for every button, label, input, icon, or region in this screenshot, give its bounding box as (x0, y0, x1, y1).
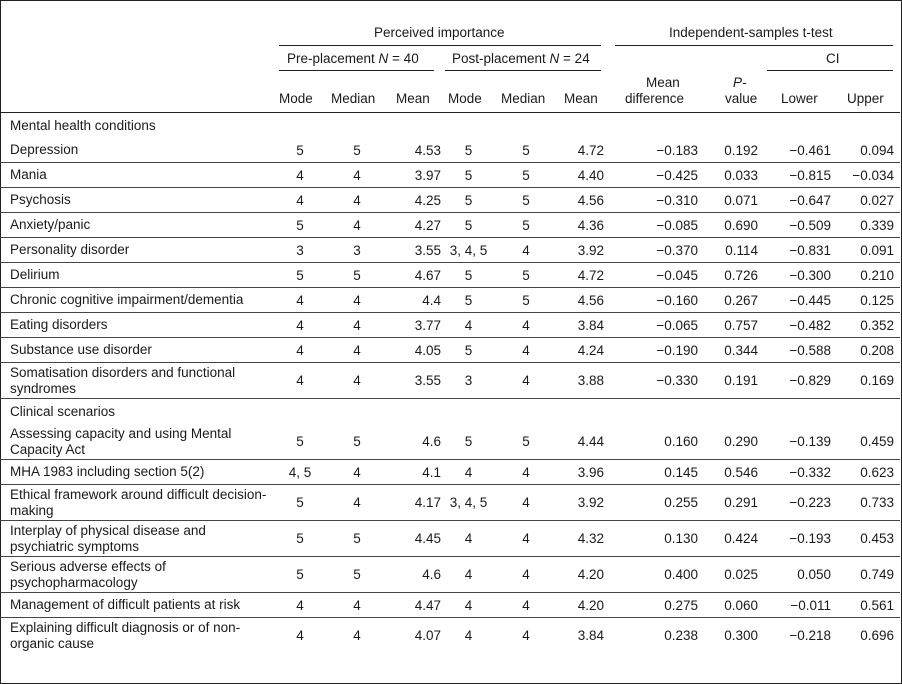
post-mode-cell: 4 (441, 460, 496, 485)
post-mean-cell: 3.88 (556, 363, 604, 399)
table-row (0, 363, 900, 399)
p-value-cell: 0.424 (698, 521, 758, 557)
post-mean-cell: 4.72 (556, 263, 604, 288)
ci-lower-cell: −0.193 (758, 521, 831, 557)
section-title: Clinical scenarios (0, 399, 900, 425)
pre-mean-cell: 4.27 (387, 213, 441, 238)
post-median-cell: 4 (496, 593, 556, 618)
post-mean-cell: 4.24 (556, 338, 604, 363)
col-post-mean: Mean (564, 91, 598, 106)
header-ttest (669, 25, 833, 40)
ci-upper-cell: 0.623 (831, 460, 900, 485)
header-ttest-text: Independent-samples t-test (669, 25, 833, 40)
ci-upper-cell: −0.034 (831, 163, 900, 188)
ci-upper-cell: 0.561 (831, 593, 900, 618)
p-value-cell: 0.025 (698, 557, 758, 593)
post-mode-cell: 5 (441, 338, 496, 363)
post-mean-cell: 4.20 (556, 557, 604, 593)
pre-mean-cell: 4.67 (387, 263, 441, 288)
post-mean-cell: 3.84 (556, 313, 604, 338)
mean-diff-cell: 0.400 (604, 557, 698, 593)
mean-diff-cell: −0.370 (604, 238, 698, 263)
pre-mode-cell: 4 (273, 338, 327, 363)
pre-placement-count: = 40 (388, 51, 419, 66)
post-median-cell: 5 (496, 163, 556, 188)
p-value-cell: 0.300 (724, 628, 758, 643)
post-mode-cell: 5 (441, 163, 496, 188)
mean-diff-cell: 0.160 (604, 424, 698, 460)
pre-median-cell: 4 (327, 593, 387, 618)
table-row (0, 521, 900, 557)
table-row (0, 288, 900, 313)
table-row (0, 238, 900, 263)
post-mode-cell: 5 (441, 188, 496, 213)
pre-median-cell: 5 (327, 424, 387, 460)
ci-lower-cell: −0.815 (758, 163, 831, 188)
post-mode-cell: 5 (441, 138, 496, 163)
table-row (0, 213, 900, 238)
p-value-cell: 0.060 (698, 593, 758, 618)
section-title: Mental health conditions (10, 117, 156, 133)
table-row (0, 485, 900, 521)
pre-median-cell: 4 (327, 485, 387, 521)
pre-median-cell: 5 (327, 263, 387, 288)
ci-lower-cell: −0.223 (758, 485, 831, 521)
post-mode-cell: 4 (441, 313, 496, 338)
pre-mode-cell: 4 (296, 628, 304, 643)
post-mode-cell: 4 (441, 593, 496, 618)
pre-mode-cell: 5 (273, 485, 327, 521)
p-value-cell: 0.291 (698, 485, 758, 521)
pre-placement-label: Pre-placement (287, 51, 379, 66)
pre-mode-cell: 4, 5 (273, 460, 327, 485)
post-mode-cell: 5 (441, 213, 496, 238)
pre-mode-cell: 3 (273, 238, 327, 263)
post-mean-cell: 4.44 (556, 424, 604, 460)
header-post-placement (452, 51, 590, 66)
row-label: Somatisation disorders and functional syndromes (0, 363, 273, 399)
ci-lower-cell: −0.445 (758, 288, 831, 313)
pre-median-cell: 4 (353, 628, 361, 643)
header-rule-ttest (615, 45, 893, 46)
row-label: Eating disorders (0, 313, 273, 338)
col-p-italic: P- (733, 75, 747, 90)
post-mean-cell: 4.56 (556, 288, 604, 313)
row-label: Chronic cognitive impairment/dementia (0, 288, 273, 313)
ci-lower-cell: 0.050 (758, 557, 831, 593)
post-median-cell: 4 (522, 628, 530, 643)
post-mean-cell: 4.40 (556, 163, 604, 188)
mean-diff-cell: −0.160 (604, 288, 698, 313)
ci-upper-cell: 0.453 (831, 521, 900, 557)
ci-upper-cell: 0.339 (831, 213, 900, 238)
col-pre-mode: Mode (279, 91, 313, 106)
p-value-cell: 0.071 (698, 188, 758, 213)
row-label: Depression (0, 138, 273, 163)
ci-lower-cell: −0.588 (758, 338, 831, 363)
post-mode-cell: 5 (441, 424, 496, 460)
pre-median-cell: 3 (327, 238, 387, 263)
post-median-cell: 4 (496, 363, 556, 399)
mean-diff-cell: −0.310 (604, 188, 698, 213)
post-median-cell: 4 (496, 485, 556, 521)
p-value-cell: 0.690 (698, 213, 758, 238)
row-label: Psychosis (0, 188, 273, 213)
row-label: Delirium (0, 263, 273, 288)
ci-upper-cell: 0.091 (831, 238, 900, 263)
post-mode-cell: 4 (441, 521, 496, 557)
post-mean-cell: 3.92 (556, 485, 604, 521)
pre-mean-cell: 4.4 (387, 288, 441, 313)
section-header-row (0, 113, 900, 138)
mean-diff-cell: −0.190 (604, 338, 698, 363)
ci-lower-cell: −0.831 (758, 238, 831, 263)
post-median-cell: 4 (496, 557, 556, 593)
table-row (0, 338, 900, 363)
p-value-cell: 0.344 (698, 338, 758, 363)
pre-mode-cell: 5 (273, 213, 327, 238)
col-pre-median: Median (331, 91, 376, 106)
ci-upper-cell: 0.125 (831, 288, 900, 313)
ci-upper-cell: 0.352 (831, 313, 900, 338)
post-mode-cell: 3, 4, 5 (441, 485, 496, 521)
pre-median-cell: 4 (327, 460, 387, 485)
ci-lower-cell: −0.482 (758, 313, 831, 338)
results-table (0, 113, 900, 653)
table-row (0, 593, 900, 618)
post-mode-cell: 4 (441, 557, 496, 593)
post-median-cell: 4 (496, 460, 556, 485)
table-row (0, 188, 900, 213)
section-header-row (0, 399, 900, 425)
pre-mean-cell: 3.55 (387, 363, 441, 399)
ci-upper-cell: 0.027 (831, 188, 900, 213)
post-median-cell: 4 (496, 313, 556, 338)
ci-lower-cell: −0.461 (758, 138, 831, 163)
p-value-cell: 0.191 (698, 363, 758, 399)
pre-median-cell: 4 (327, 313, 387, 338)
post-median-cell: 4 (496, 238, 556, 263)
header-rule-post (445, 70, 601, 71)
pre-median-cell: 5 (327, 521, 387, 557)
row-label: Substance use disorder (0, 338, 273, 363)
post-mode-cell: 5 (441, 288, 496, 313)
p-value-cell: 0.757 (698, 313, 758, 338)
pre-median-cell: 5 (327, 138, 387, 163)
row-label: Serious adverse effects of psychopharmacology (0, 557, 273, 593)
post-mean-cell: 3.96 (556, 460, 604, 485)
ci-lower-cell: −0.011 (758, 593, 831, 618)
pre-median-cell: 4 (327, 188, 387, 213)
pre-median-cell: 4 (327, 163, 387, 188)
post-placement-label: Post-placement (452, 51, 550, 66)
pre-median-cell: 5 (327, 557, 387, 593)
post-mean-cell: 3.92 (556, 238, 604, 263)
post-median-cell: 4 (496, 521, 556, 557)
pre-mean-cell: 4.25 (387, 188, 441, 213)
ci-lower-cell: −0.647 (758, 188, 831, 213)
pre-mode-cell: 5 (273, 138, 327, 163)
pre-mode-cell: 5 (273, 557, 327, 593)
mean-diff-cell: −0.045 (604, 263, 698, 288)
pre-mean-cell: 3.55 (387, 238, 441, 263)
pre-placement-n: N (378, 51, 389, 66)
header-ci: CI (826, 51, 840, 66)
pre-mean-cell: 4.6 (387, 424, 441, 460)
col-p-1 (733, 75, 747, 90)
table-row (0, 263, 900, 288)
col-upper: Upper (847, 91, 884, 106)
row-label: Personality disorder (0, 238, 273, 263)
header-pre-placement (287, 51, 419, 66)
ci-lower-cell: −0.139 (758, 424, 831, 460)
row-label: Mania (0, 163, 273, 188)
row-label: Interplay of physical disease and psychiatric symptoms (0, 521, 273, 557)
post-mode-cell: 3 (441, 363, 496, 399)
post-mean-cell: 4.32 (556, 521, 604, 557)
mean-diff-cell: 0.275 (604, 593, 698, 618)
pre-mean-cell: 4.45 (387, 521, 441, 557)
p-value-cell: 0.033 (698, 163, 758, 188)
pre-mode-cell: 4 (273, 163, 327, 188)
pre-median-cell: 4 (327, 338, 387, 363)
ci-upper-cell: 0.733 (831, 485, 900, 521)
pre-mode-cell: 5 (273, 263, 327, 288)
p-value-cell: 0.546 (698, 460, 758, 485)
post-median-cell: 5 (496, 424, 556, 460)
post-mode-cell: 5 (441, 263, 496, 288)
table-row (0, 313, 900, 338)
pre-mode-cell: 4 (273, 363, 327, 399)
row-label: Ethical framework around difficult decision-making (0, 485, 273, 521)
mean-diff-cell: 0.145 (604, 460, 698, 485)
ci-lower-cell: −0.300 (758, 263, 831, 288)
mean-diff-cell: 0.255 (604, 485, 698, 521)
post-mode-cell: 3, 4, 5 (441, 238, 496, 263)
pre-mode-cell: 4 (273, 593, 327, 618)
pre-mean-cell: 3.97 (387, 163, 441, 188)
post-mode-cell: 4 (464, 628, 473, 643)
pre-mode-cell: 5 (273, 424, 327, 460)
row-label: Management of difficult patients at risk (0, 593, 273, 618)
post-median-cell: 5 (496, 213, 556, 238)
post-placement-n: N (549, 51, 560, 66)
p-value-cell: 0.290 (698, 424, 758, 460)
table-row (0, 557, 900, 593)
header-perceived-importance: Perceived importance (374, 25, 505, 40)
pre-mean-cell: 4.6 (387, 557, 441, 593)
pre-mean-cell: 4.47 (387, 593, 441, 618)
pre-mean-cell: 4.07 (414, 628, 441, 643)
p-value-cell: 0.726 (698, 263, 758, 288)
post-median-cell: 5 (496, 138, 556, 163)
results-table-body (0, 113, 900, 653)
mean-diff-cell: −0.183 (604, 138, 698, 163)
mean-diff-cell: −0.425 (604, 163, 698, 188)
table-row (0, 424, 900, 460)
ci-upper-cell: 0.208 (831, 338, 900, 363)
col-p-2: value (725, 91, 758, 106)
table-row (0, 460, 900, 485)
header-rule-ci (767, 70, 893, 71)
post-median-cell: 5 (496, 288, 556, 313)
col-pre-mean: Mean (396, 91, 430, 106)
header-rule-perceived (279, 45, 601, 46)
post-median-cell: 5 (496, 263, 556, 288)
mean-diff-cell: 0.130 (604, 521, 698, 557)
post-placement-count: = 24 (559, 51, 590, 66)
mean-diff-cell: 0.238 (664, 628, 698, 643)
ci-lower-cell: −0.509 (758, 213, 831, 238)
post-mean-cell: 4.36 (556, 213, 604, 238)
mean-diff-cell: −0.085 (604, 213, 698, 238)
ci-upper-cell: 0.094 (831, 138, 900, 163)
ci-upper-cell: 0.210 (831, 263, 900, 288)
post-mean-cell: 4.20 (556, 593, 604, 618)
pre-mode-cell: 5 (273, 521, 327, 557)
row-label: Anxiety/panic (0, 213, 273, 238)
table-row (0, 163, 900, 188)
pre-mode-cell: 4 (273, 288, 327, 313)
ci-upper-cell: 0.459 (831, 424, 900, 460)
post-median-cell: 4 (496, 338, 556, 363)
pre-mode-cell: 4 (273, 313, 327, 338)
pre-median-cell: 4 (327, 363, 387, 399)
col-lower: Lower (781, 91, 818, 106)
pre-mean-cell: 4.05 (387, 338, 441, 363)
ci-lower-cell: −0.218 (789, 628, 831, 643)
col-mean-diff-2: difference (625, 91, 685, 106)
header-rule-pre (279, 70, 434, 71)
p-value-cell: 0.267 (698, 288, 758, 313)
row-label: Explaining difficult diagnosis or of non-organic cause (10, 619, 241, 651)
ci-lower-cell: −0.829 (758, 363, 831, 399)
post-mean-cell: 4.56 (556, 188, 604, 213)
ci-upper-cell: 0.696 (860, 628, 895, 643)
pre-mean-cell: 4.53 (387, 138, 441, 163)
mean-diff-cell: −0.065 (604, 313, 698, 338)
col-mean-diff-1: Mean (646, 75, 680, 90)
col-post-median: Median (501, 91, 546, 106)
ci-upper-cell: 0.749 (831, 557, 900, 593)
p-value-cell: 0.192 (698, 138, 758, 163)
pre-median-cell: 4 (327, 288, 387, 313)
post-mean-cell: 4.72 (556, 138, 604, 163)
table-row (0, 138, 900, 163)
row-label: MHA 1983 including section 5(2) (0, 460, 273, 485)
row-label: Assessing capacity and using Mental Capacity Act (0, 424, 273, 460)
pre-mode-cell: 4 (273, 188, 327, 213)
pre-mean-cell: 3.77 (387, 313, 441, 338)
post-median-cell: 5 (496, 188, 556, 213)
post-mean-cell: 3.84 (577, 628, 604, 643)
ci-upper-cell: 0.169 (831, 363, 900, 399)
table-row (0, 618, 900, 654)
pre-mean-cell: 4.17 (387, 485, 441, 521)
pre-median-cell: 4 (327, 213, 387, 238)
col-post-mode: Mode (448, 91, 482, 106)
p-value-cell: 0.114 (698, 238, 758, 263)
pre-mean-cell: 4.1 (387, 460, 441, 485)
ci-lower-cell: −0.332 (758, 460, 831, 485)
mean-diff-cell: −0.330 (604, 363, 698, 399)
